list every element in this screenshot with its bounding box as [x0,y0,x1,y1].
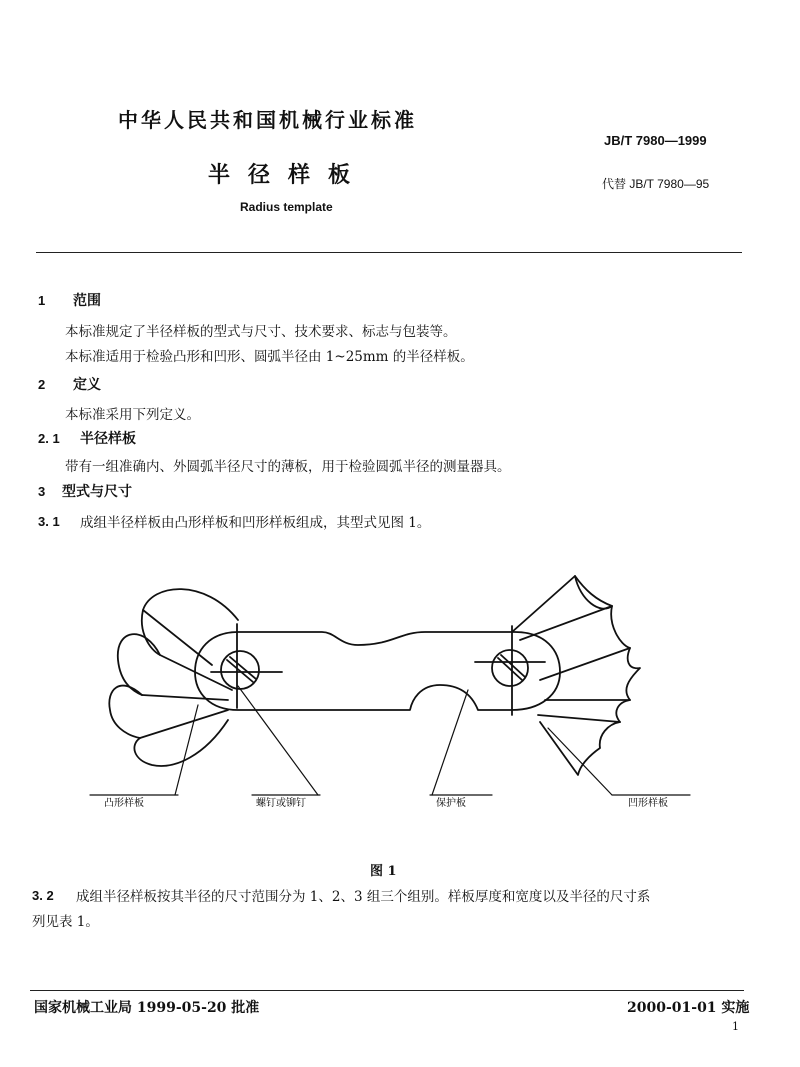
section-1-paragraph-1: 本标准规定了半径样板的型式与尺寸、技术要求、标志与包装等。 [65,324,457,340]
replaces-note: 代替 JB/T 7980—95 [602,177,710,191]
figure-caption: 图 1 [370,864,397,879]
section-3-2-line-2: 列见表 1。 [32,914,99,930]
approval-note: 国家机械工业局 1999-05-20 批准 [34,1000,260,1016]
section-3-1-text: 成组半径样板由凸形样板和凹形样板组成，其型式见图 1。 [80,515,431,531]
screw-left [221,651,259,689]
screw-right [492,650,528,686]
radius-template-figure [0,560,800,820]
label-screw-or-rivet: 螺钉或铆钉 [256,798,306,809]
english-title: Radius template [240,200,333,214]
label-convex-template: 凸形样板 [104,798,144,809]
section-2-number: 2 [38,377,46,392]
header-divider [36,252,742,253]
implementation-date: 2000-01-01 实施 [627,1000,750,1016]
section-1-paragraph-2: 本标准适用于检验凸形和凹形、圆弧半径由 1~25mm 的半径样板。 [65,349,474,365]
section-1-title: 范围 [73,293,101,309]
label-guard-plate: 保护板 [436,798,466,809]
section-3-2-line-1: 成组半径样板按其半径的尺寸范围分为 1、2、3 组三个组别。样板厚度和宽度以及半径的尺寸系 [76,889,651,905]
section-3-2-number: 3. 2 [32,888,54,903]
organization-title: 中华人民共和国机械行业标准 [118,108,417,132]
page-number: 1 [732,1020,739,1033]
section-3-number: 3 [38,484,46,499]
section-2-1-number: 2. 1 [38,431,60,446]
section-2-title: 定义 [73,377,101,393]
section-1-number: 1 [38,293,46,308]
label-concave-template: 凹形样板 [628,798,668,809]
section-2-1-paragraph: 带有一组准确内、外圆弧半径尺寸的薄板，用于检验圆弧半径的测量器具。 [65,459,511,475]
section-2-paragraph: 本标准采用下列定义。 [65,407,200,423]
section-2-1-title: 半径样板 [80,431,136,447]
footer-divider [30,990,744,991]
concave-template-blades [512,576,640,775]
convex-template-blades [109,589,238,766]
section-3-1-number: 3. 1 [38,514,60,529]
section-3-title: 型式与尺寸 [62,484,132,500]
document-title: 半径样板 [208,163,369,188]
standard-number: JB/T 7980—1999 [604,133,707,148]
